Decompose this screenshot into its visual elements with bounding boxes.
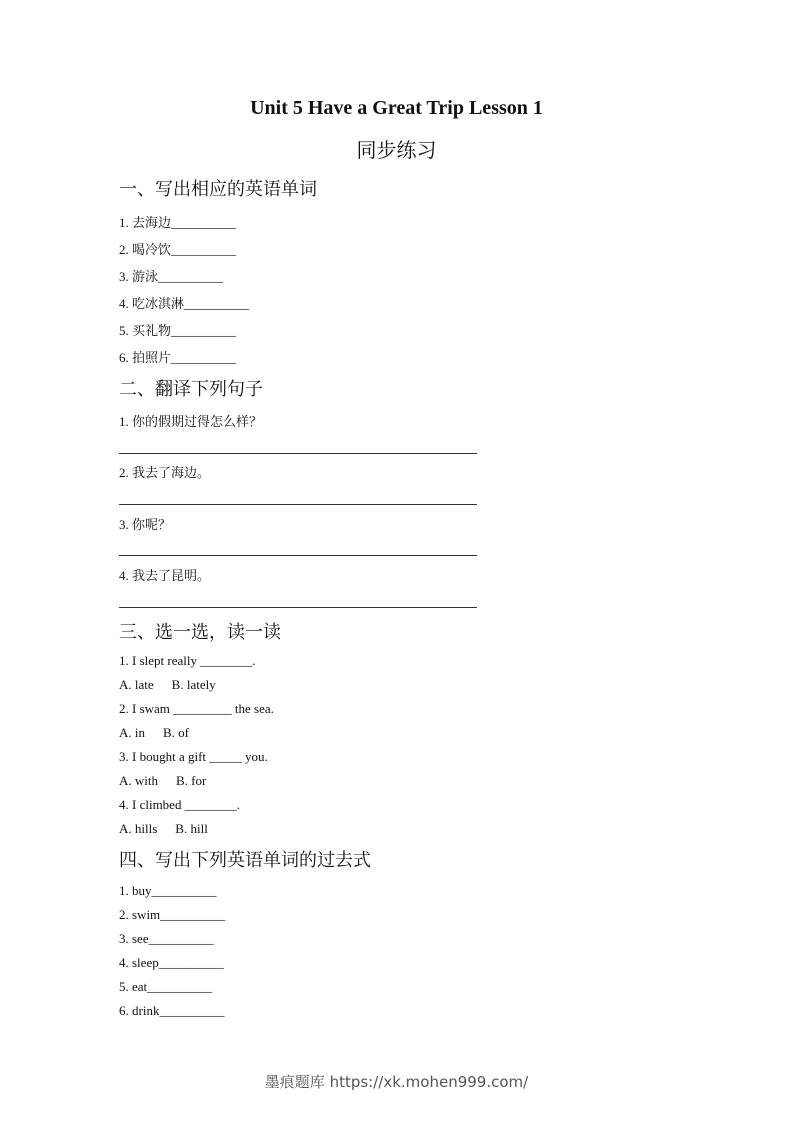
section4-item: 1. buy__________ [119, 883, 217, 898]
section1-item: 5. 买礼物__________ [119, 323, 237, 338]
answer-line [119, 453, 477, 454]
section1-item: 3. 游泳__________ [119, 269, 224, 284]
section2-item: 2. 我去了海边。 [119, 465, 211, 480]
question-text: 4. I climbed ________. [119, 797, 240, 812]
section4-item: 5. eat__________ [119, 979, 213, 994]
footer-watermark: 墨痕题库 https://xk.mohen999.com/ [264, 1073, 529, 1091]
page-title: Unit 5 Have a Great Trip Lesson 1 [250, 97, 543, 119]
question-text: 3. I bought a gift _____ you. [119, 749, 268, 764]
section2-item: 4. 我去了昆明。 [119, 568, 211, 583]
section1-item: 1. 去海边__________ [119, 215, 237, 230]
question-options [119, 773, 206, 789]
option-b: B. hill [175, 821, 208, 836]
section1-heading: 一、写出相应的英语单词 [119, 179, 317, 200]
section1-item: 4. 吃冰淇淋__________ [119, 296, 250, 311]
question-text: 1. I slept really ________. [119, 653, 256, 668]
section4-item: 6. drink__________ [119, 1003, 225, 1018]
section2-item: 1. 你的假期过得怎么样？ [119, 414, 263, 429]
option-a: A. late [119, 677, 154, 692]
question-text: 2. I swam _________ the sea. [119, 701, 274, 716]
section4-item: 4. sleep__________ [119, 955, 224, 970]
answer-line [119, 504, 477, 505]
question-options [119, 821, 208, 837]
answer-line [119, 555, 477, 556]
section4-item: 3. see__________ [119, 931, 214, 946]
section1-item: 2. 喝冷饮__________ [119, 242, 237, 257]
section1-item: 6. 拍照片__________ [119, 350, 237, 365]
section2-heading: 二、翻译下列句子 [119, 379, 263, 400]
option-b: B. of [163, 725, 189, 740]
option-a: A. in [119, 725, 145, 740]
section2-item: 3. 你呢？ [119, 517, 172, 532]
question-options [119, 725, 189, 741]
option-b: B. lately [171, 677, 216, 692]
answer-line [119, 607, 477, 608]
page-subtitle: 同步练习 [356, 140, 437, 162]
question-options [119, 677, 216, 693]
section3-heading: 三、选一选，读一读 [119, 622, 281, 643]
option-a: A. hills [119, 821, 158, 836]
section4-heading: 四、写出下列英语单词的过去式 [119, 850, 371, 871]
option-b: B. for [176, 773, 207, 788]
option-a: A. with [119, 773, 158, 788]
section4-item: 2. swim__________ [119, 907, 226, 922]
